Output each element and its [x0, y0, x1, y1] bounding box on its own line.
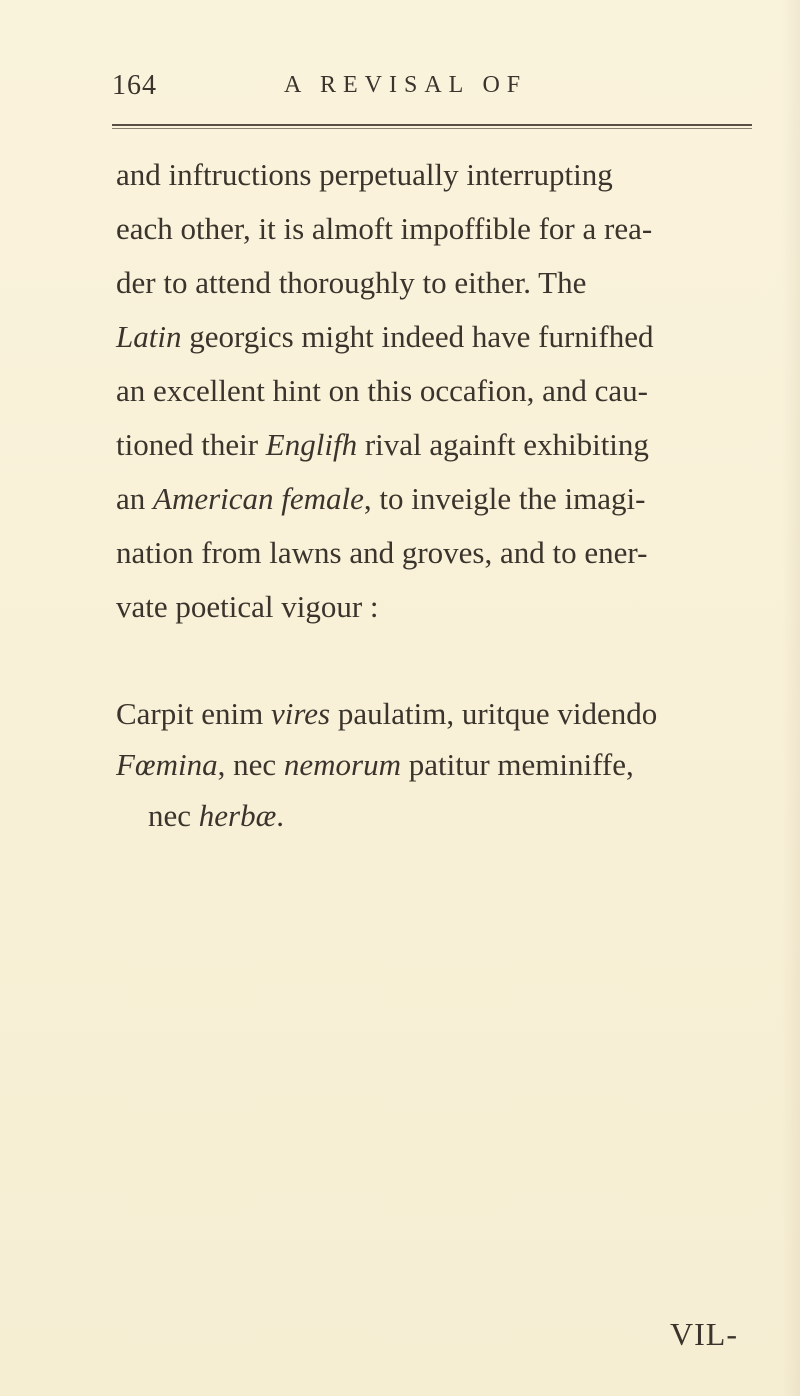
header-rule — [112, 124, 752, 129]
text-span: vate poetical vigour : — [116, 589, 379, 624]
text-span: Carpit enim — [116, 696, 271, 731]
text-span: rival againft exhibiting — [357, 427, 649, 462]
text-span: tioned their — [116, 427, 266, 462]
text-span: nec — [148, 798, 199, 833]
text-line — [116, 580, 756, 634]
text-line — [116, 148, 756, 202]
quote-line — [116, 790, 756, 841]
text-span: an — [116, 481, 154, 516]
italic-span: Fœmina — [116, 747, 218, 782]
text-span: paulatim, uritque videndo — [330, 696, 658, 731]
main-paragraph — [116, 148, 756, 634]
italic-span: herbæ — [198, 798, 277, 833]
catchword: VIL- — [670, 1316, 738, 1352]
text-span: and inftructions perpetually interrupting — [116, 157, 613, 192]
text-span: each other, it is almoft impoffible for a rea- — [116, 211, 653, 246]
text-line — [116, 526, 756, 580]
latin-quotation — [116, 688, 756, 841]
italic-span: Englifh — [265, 427, 358, 462]
text-span: , nec — [217, 747, 284, 782]
text-span: . — [276, 798, 285, 833]
italic-span: nemorum — [283, 747, 402, 782]
running-head: A REVISAL OF — [284, 72, 528, 98]
text-span: , to inveigle the imagi- — [363, 481, 646, 516]
text-line — [116, 418, 756, 472]
italic-span: Latin — [116, 319, 182, 354]
text-span: patitur meminiffe, — [401, 747, 634, 782]
text-span: an excellent hint on this occafion, and cau- — [116, 373, 648, 408]
text-line — [116, 256, 756, 310]
text-line — [116, 472, 756, 526]
page-number: 164 — [112, 70, 157, 101]
page-edge-shadow — [782, 0, 800, 1396]
quote-line — [116, 688, 756, 739]
text-line — [116, 364, 756, 418]
text-span: nation from lawns and groves, and to ener- — [116, 535, 648, 570]
page-header — [112, 70, 752, 114]
text-span: der to attend thoroughly to either. The — [116, 265, 587, 300]
text-span: georgics might indeed have furnifhed — [181, 319, 654, 354]
text-line — [116, 202, 756, 256]
quote-line — [116, 739, 756, 790]
italic-span: American female — [153, 481, 364, 516]
italic-span: vires — [270, 696, 331, 731]
text-line — [116, 310, 756, 364]
